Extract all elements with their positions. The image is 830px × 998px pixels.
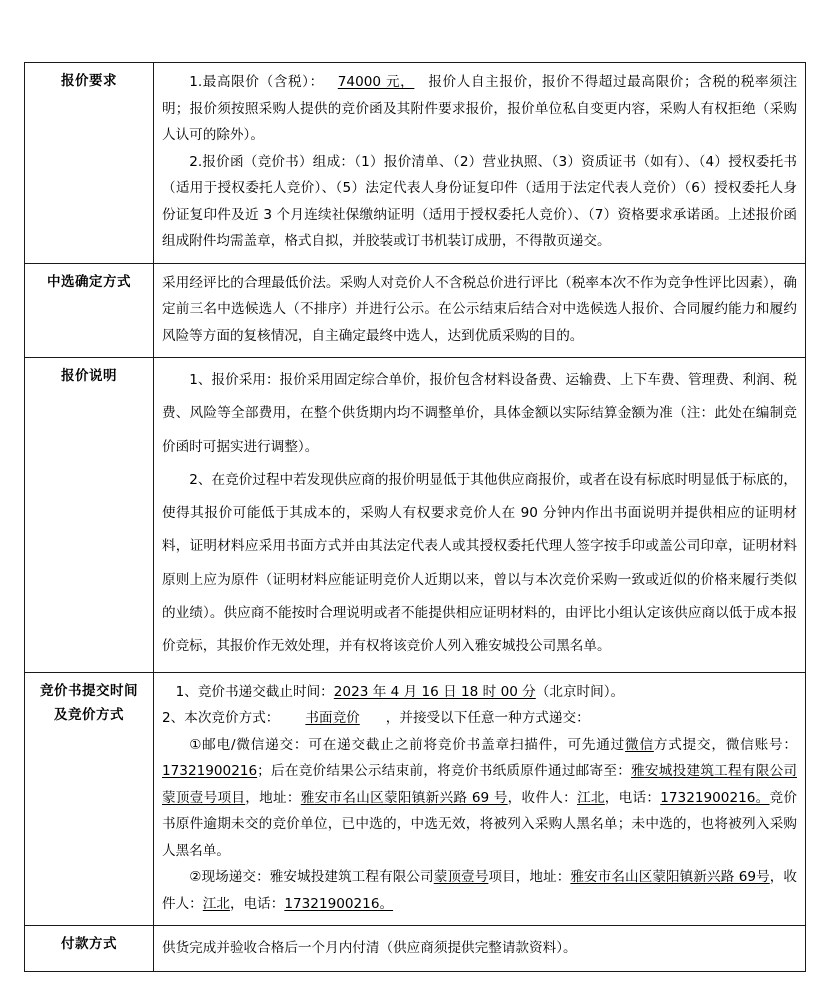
mail-submission-segment-12: 17321900216。 — [660, 789, 770, 806]
onsite-submission-segment-3: 雅安市名山区蒙阳镇新兴路 69号 — [570, 869, 770, 886]
mail-submission-segment-8: 雅安市名山区蒙阳镇新兴路 69 号 — [300, 789, 508, 806]
onsite-submission-segment-6: ，电话： — [229, 895, 285, 912]
row-label-submission — [25, 672, 154, 926]
mail-submission-segment-4: ；后在竞价结果公示结束前，将竞价书纸质原件通过邮寄至： — [257, 763, 632, 780]
deadline-rest: （北京时间）。 — [535, 683, 625, 700]
bid-mode-prefix: 2、本次竞价方式： — [162, 710, 280, 727]
mail-submission-segment-0: ①邮电/微信递交：可在递交截止之前将竞价书盖章扫描件，可先通过 — [189, 736, 626, 753]
deadline-value: 2023 年 4 月 16 日 18 时 00 分 — [333, 683, 536, 700]
row-content-payment-method — [154, 926, 806, 972]
row-content-quotation-requirements — [154, 63, 806, 264]
paragraph-bid-mode — [162, 705, 797, 732]
row-content-quotation-notes — [154, 358, 806, 673]
max-price-rest: 报价人自主报价，报价不得超过最高限价；含税的税率须注明；报价须按照采购人提供的竞价函及其附件要求报价，报价单位私自变更内容，采购人有权拒绝（采购人认可的除外）。 — [162, 74, 797, 143]
onsite-submission-segment-7: 17321900216。 — [284, 895, 394, 912]
row-label-payment-method: 付款方式 — [25, 926, 154, 972]
paragraph-award-method: 采用经评比的合理最低价法。采购人对竞价人不含税总价进行评比（税率本次不作为竞争性评比因素），确定前三名中选候选人（不排序）并进行公示。在公示结束后结合对中选候选人报价、合同履约能力和履约风险等方面的复核情况，自主确定最终中选人，达到优质采购的目的。 — [162, 274, 797, 344]
mail-submission-segment-2: 方式提交，微信账号： — [653, 736, 798, 753]
paragraph-quotation-composition: 2.报价函（竞价书）组成：（1）报价清单、（2）营业执照、（3）资质证书（如有）、（4）授权委托书（适用于授权委托人竞价）、（5）法定代表人身份证复印件（适用于法定代表人竞价）（6）授权委托人身份证复印件及近 3 个月连续社保缴纳证明（适用于授权委托人竞价）、（7）资格要求承诺函。上述报价函组成附件均需盖章，格式自拟，并胶装或订书机装订成册，不得散页递交。 — [162, 153, 797, 249]
table-row — [25, 672, 806, 926]
row-label-submission-line2: 及竞价方式 — [54, 706, 124, 723]
deadline-prefix: 1、竞价书递交截止时间： — [175, 683, 334, 700]
mail-submission-segment-10: 江北 — [577, 789, 605, 806]
paragraph-price-basis: 1、报价采用：报价采用固定综合单价，报价包含材料设备费、运输费、上下车费、管理费、利润、税费、风险等全部费用，在整个供货期内均不调整单价，具体金额以实际结算金额为准（注：此处在编制竞价函时可据实进行调整）。 — [162, 372, 797, 455]
onsite-submission-segment-4: ，收件人： — [162, 869, 798, 912]
row-content-submission — [154, 672, 806, 926]
paragraph-max-price — [162, 69, 797, 149]
mail-submission-segment-11: ，电话： — [604, 789, 661, 806]
paragraph-deadline — [162, 679, 797, 706]
max-price-value: 74000 元， — [337, 74, 415, 90]
paragraph-onsite-submission — [162, 864, 797, 917]
onsite-submission-segment-5: 江北 — [202, 895, 230, 912]
table-row — [25, 358, 806, 673]
paragraph-abnormal-low-price: 2、在竞价过程中若发现供应商的报价明显低于其他供应商报价，或者在设有标底时明显低于标底的，使得其报价可能低于其成本的，采购人有权要求竞价人在 90 分钟内作出书面说明并提供相应的证明材料，证明材料应采用书面方式并由其法定代表人或其授权委托代理人签字按手印或盖公司印章，证明材料原则上应为原件（证明材料应能证明竞价人近期以来，曾以与本次竞价采购一致或近似的价格来履行类似的业绩）。供应商不能按时合理说明或者不能提供相应证明材料的，由评比小组认定该供应商以低于成本报价竞标，其报价作无效处理，并有权将该竞价人列入雅安城投公司黑名单。 — [162, 471, 797, 655]
bid-mode-value: 书面竞价 — [305, 710, 360, 727]
row-content-award-method — [154, 263, 806, 358]
onsite-submission-segment-2: 项目，地址： — [488, 869, 571, 886]
row-label-award-method: 中选确定方式 — [25, 263, 154, 358]
mail-submission-segment-1: 微信 — [625, 736, 654, 753]
mail-submission-segment-5: 雅安城投建筑工程有限公司 — [631, 763, 798, 780]
table-row — [25, 263, 806, 358]
bid-mode-rest: ，并接受以下任意一种方式递交： — [385, 710, 590, 727]
mail-submission-segment-9: ，收件人： — [507, 789, 577, 806]
mail-submission-segment-3: 17321900216 — [162, 763, 258, 780]
mail-submission-segment-6: 蒙顶壹号项目 — [162, 789, 246, 806]
paragraph-payment-method: 供货完成并验收合格后一个月内付清（供应商须提供完整请款资料）。 — [162, 940, 577, 957]
max-price-prefix: 1.最高限价（含税）： — [189, 74, 324, 90]
paragraph-mail-submission — [162, 732, 797, 865]
table-row — [25, 926, 806, 972]
mail-submission-segment-13: 竞价书原件逾期未交的竞价单位，已中选的，中选无效，将被列入采购人黑名单；未中选的，也将被列入采购人黑名单。 — [162, 789, 798, 859]
row-label-quotation-notes: 报价说明 — [25, 358, 154, 673]
table-row — [25, 63, 806, 264]
bid-requirements-table — [24, 62, 806, 972]
onsite-submission-segment-0: ②现场递交：雅安城投建筑工程有限公司 — [189, 869, 434, 886]
row-label-submission-line1: 竞价书提交时间 — [40, 682, 138, 699]
row-label-quotation-requirements: 报价要求 — [25, 63, 154, 264]
mail-submission-segment-7: ，地址： — [245, 789, 301, 806]
onsite-submission-segment-1: 蒙顶壹号 — [433, 869, 489, 886]
